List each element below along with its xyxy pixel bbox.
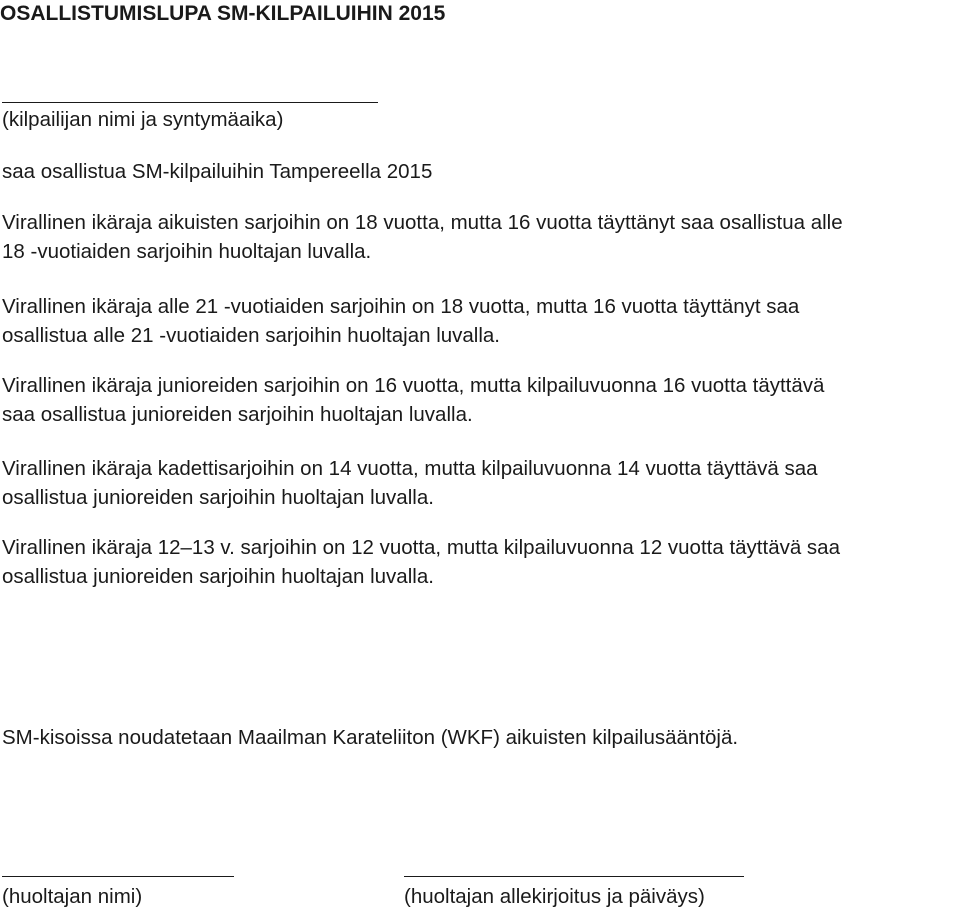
guardian-signature-caption: (huoltajan allekirjoitus ja päiväys): [404, 885, 705, 908]
rule-line: Virallinen ikäraja junioreiden sarjoihin on 16 vuotta, mutta kilpailuvuonna 16 vuotta täyttävä: [2, 374, 825, 397]
guardian-name-caption: (huoltajan nimi): [2, 885, 143, 908]
rule-cadets: [2, 454, 960, 512]
wkf-rules-note: SM-kisoissa noudatetaan Maailman Karateliiton (WKF) aikuisten kilpailusääntöjä.: [2, 726, 739, 749]
competitor-name-caption: (kilpailijan nimi ja syntymäaika): [2, 108, 284, 131]
rule-line: Virallinen ikäraja 12–13 v. sarjoihin on 12 vuotta, mutta kilpailuvuonna 12 vuotta täyttävä saa: [2, 536, 840, 559]
rule-line: Virallinen ikäraja kadettisarjoihin on 14 vuotta, mutta kilpailuvuonna 14 vuotta täyttävä saa: [2, 457, 818, 480]
rule-line: osallistua junioreiden sarjoihin huoltajan luvalla.: [2, 565, 434, 588]
rule-line: osallistua alle 21 -vuotiaiden sarjoihin huoltajan luvalla.: [2, 324, 501, 347]
rule-under21: [2, 292, 960, 350]
intro-text: saa osallistua SM-kilpailuihin Tampereella 2015: [2, 160, 433, 183]
guardian-signature-line: [404, 876, 744, 877]
rule-12-13: [2, 533, 960, 591]
rule-line: Virallinen ikäraja alle 21 -vuotiaiden sarjoihin on 18 vuotta, mutta 16 vuotta täyttänyt saa: [2, 295, 800, 318]
rule-line: 18 -vuotiaiden sarjoihin huoltajan luvalla.: [2, 240, 372, 263]
rule-adults: [2, 208, 960, 266]
rule-juniors: [2, 371, 960, 429]
competitor-name-line: [2, 102, 378, 103]
rule-line: osallistua junioreiden sarjoihin huoltajan luvalla.: [2, 486, 434, 509]
rule-line: saa osallistua junioreiden sarjoihin huoltajan luvalla.: [2, 403, 473, 426]
rule-line: Virallinen ikäraja aikuisten sarjoihin on 18 vuotta, mutta 16 vuotta täyttänyt saa osallistua alle: [2, 211, 843, 234]
document-title: OSALLISTUMISLUPA SM-KILPAILUIHIN 2015: [0, 2, 446, 25]
guardian-name-line: [2, 876, 234, 877]
